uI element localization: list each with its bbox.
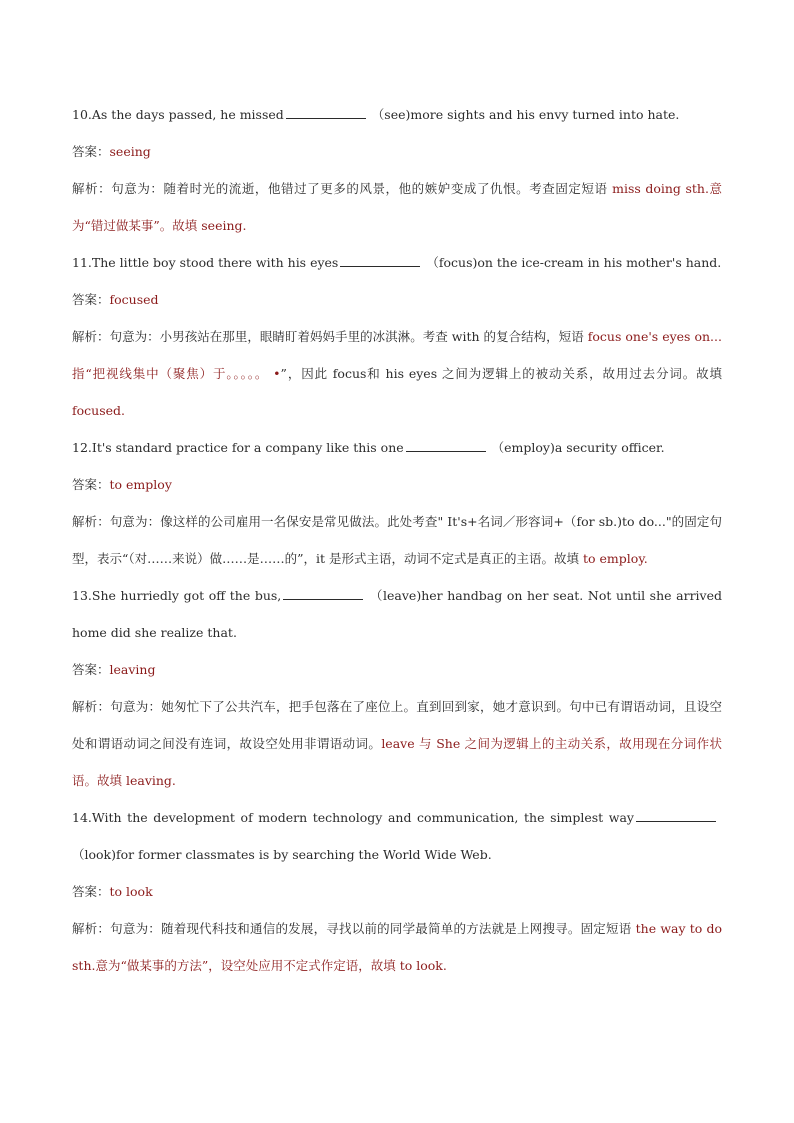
analysis-text: 句意为：随着现代科技和通信的发展，寻找以前的同学最简单的方法就是上网搜寻。固定短语 [110, 921, 632, 936]
analysis-highlight: focused. [72, 403, 125, 418]
question-stem: 13.She hurriedly got off the bus, [72, 588, 282, 603]
question-14 [72, 799, 722, 984]
analysis-label: 解析： [72, 921, 111, 936]
analysis-label: 解析： [72, 329, 110, 344]
analysis-highlight: the way to do sth.意为“做某事的方法”，设空处应用不定式作定语，故填 to look. [72, 921, 722, 973]
answer-blank [636, 809, 716, 822]
analysis-text: 句意为：随着时光的流逝，他错过了更多的风景，他的嫉妒变成了仇恨。考查固定短语 [111, 181, 608, 196]
answer-line [72, 281, 722, 318]
answer-value: leaving [109, 662, 156, 677]
question-10 [72, 96, 722, 244]
answer-label: 答案： [72, 477, 110, 492]
answer-label: 答案： [72, 884, 110, 899]
question-12 [72, 429, 722, 577]
answer-line [72, 466, 722, 503]
question-hint: （see)more sights and his envy turned into hate. [371, 107, 680, 122]
answer-label: 答案： [72, 144, 110, 159]
answer-value: to look [109, 884, 153, 899]
dot-icon: • [273, 366, 281, 381]
analysis-label: 解析： [72, 699, 111, 714]
question-text [72, 429, 722, 466]
question-stem: 14.With the development of modern technology and communication, the simplest way [72, 810, 634, 825]
analysis-label: 解析： [72, 514, 110, 529]
analysis-highlight: to employ. [583, 551, 648, 566]
analysis [72, 318, 722, 429]
question-text [72, 96, 722, 133]
question-text [72, 799, 722, 873]
answer-blank [406, 439, 486, 452]
analysis-text: 句意为：小男孩站在那里，眼睛盯着妈妈手里的冰淇淋。考查 with 的复合结构，短语 [109, 329, 584, 344]
exercise-list [72, 96, 722, 984]
question-stem: 12.It's standard practice for a company like this one [72, 440, 404, 455]
answer-blank [340, 254, 420, 267]
answer-line [72, 651, 722, 688]
answer-blank [286, 106, 366, 119]
question-hint: （focus)on the ice-cream in his mother's hand. [426, 255, 722, 270]
answer-value: seeing [109, 144, 151, 159]
answer-label: 答案： [72, 662, 110, 677]
question-11 [72, 244, 722, 429]
question-stem: 11.The little boy stood there with his eyes [72, 255, 339, 270]
question-13 [72, 577, 722, 799]
answer-label: 答案： [72, 292, 110, 307]
analysis-label: 解析： [72, 181, 112, 196]
analysis [72, 910, 722, 984]
answer-line [72, 133, 722, 170]
question-text [72, 577, 722, 651]
analysis-highlight: focus one's eyes on...指“把视线集中（聚焦）于。。。。。 [72, 329, 722, 381]
analysis [72, 688, 722, 799]
answer-line [72, 873, 722, 910]
analysis-highlight: leave 与 She 之间为逻辑上的主动关系，故用现在分词作状语。故填 leaving. [72, 736, 722, 788]
answer-value: focused [109, 292, 159, 307]
question-hint: （look)for former classmates is by searching the World Wide Web. [72, 847, 492, 862]
question-text [72, 244, 722, 281]
analysis [72, 170, 722, 244]
answer-blank [283, 587, 363, 600]
analysis-text: 句意为：像这样的公司雇用一名保安是常见做法。此处考查" It's+名词／形容词+（for sb.)to do..."的固定句型，表示“（对……来说）做……是……的”，it 是形式主语，动词不定式是真正的主语。故填 [72, 514, 722, 566]
analysis-text: 句意为：她匆忙下了公共汽车，把手包落在了座位上。直到回到家，她才意识到。句中已有谓语动词，且设空处和谓语动词之间没有连词，故设空处用非谓语动词。 [72, 699, 722, 751]
question-hint: （leave)her handbag on her seat. Not until she arrived home did she realize that. [72, 588, 723, 640]
answer-value: to employ [109, 477, 172, 492]
question-hint: （employ)a security officer. [491, 440, 665, 455]
analysis-highlight: miss doing sth.意为“错过做某事”。故填 seeing. [72, 181, 722, 233]
analysis [72, 503, 722, 577]
question-stem: 10.As the days passed, he missed [72, 107, 284, 122]
analysis-text: ”，因此 focus和 his eyes 之间为逻辑上的被动关系，故用过去分词。故填 [280, 366, 722, 381]
